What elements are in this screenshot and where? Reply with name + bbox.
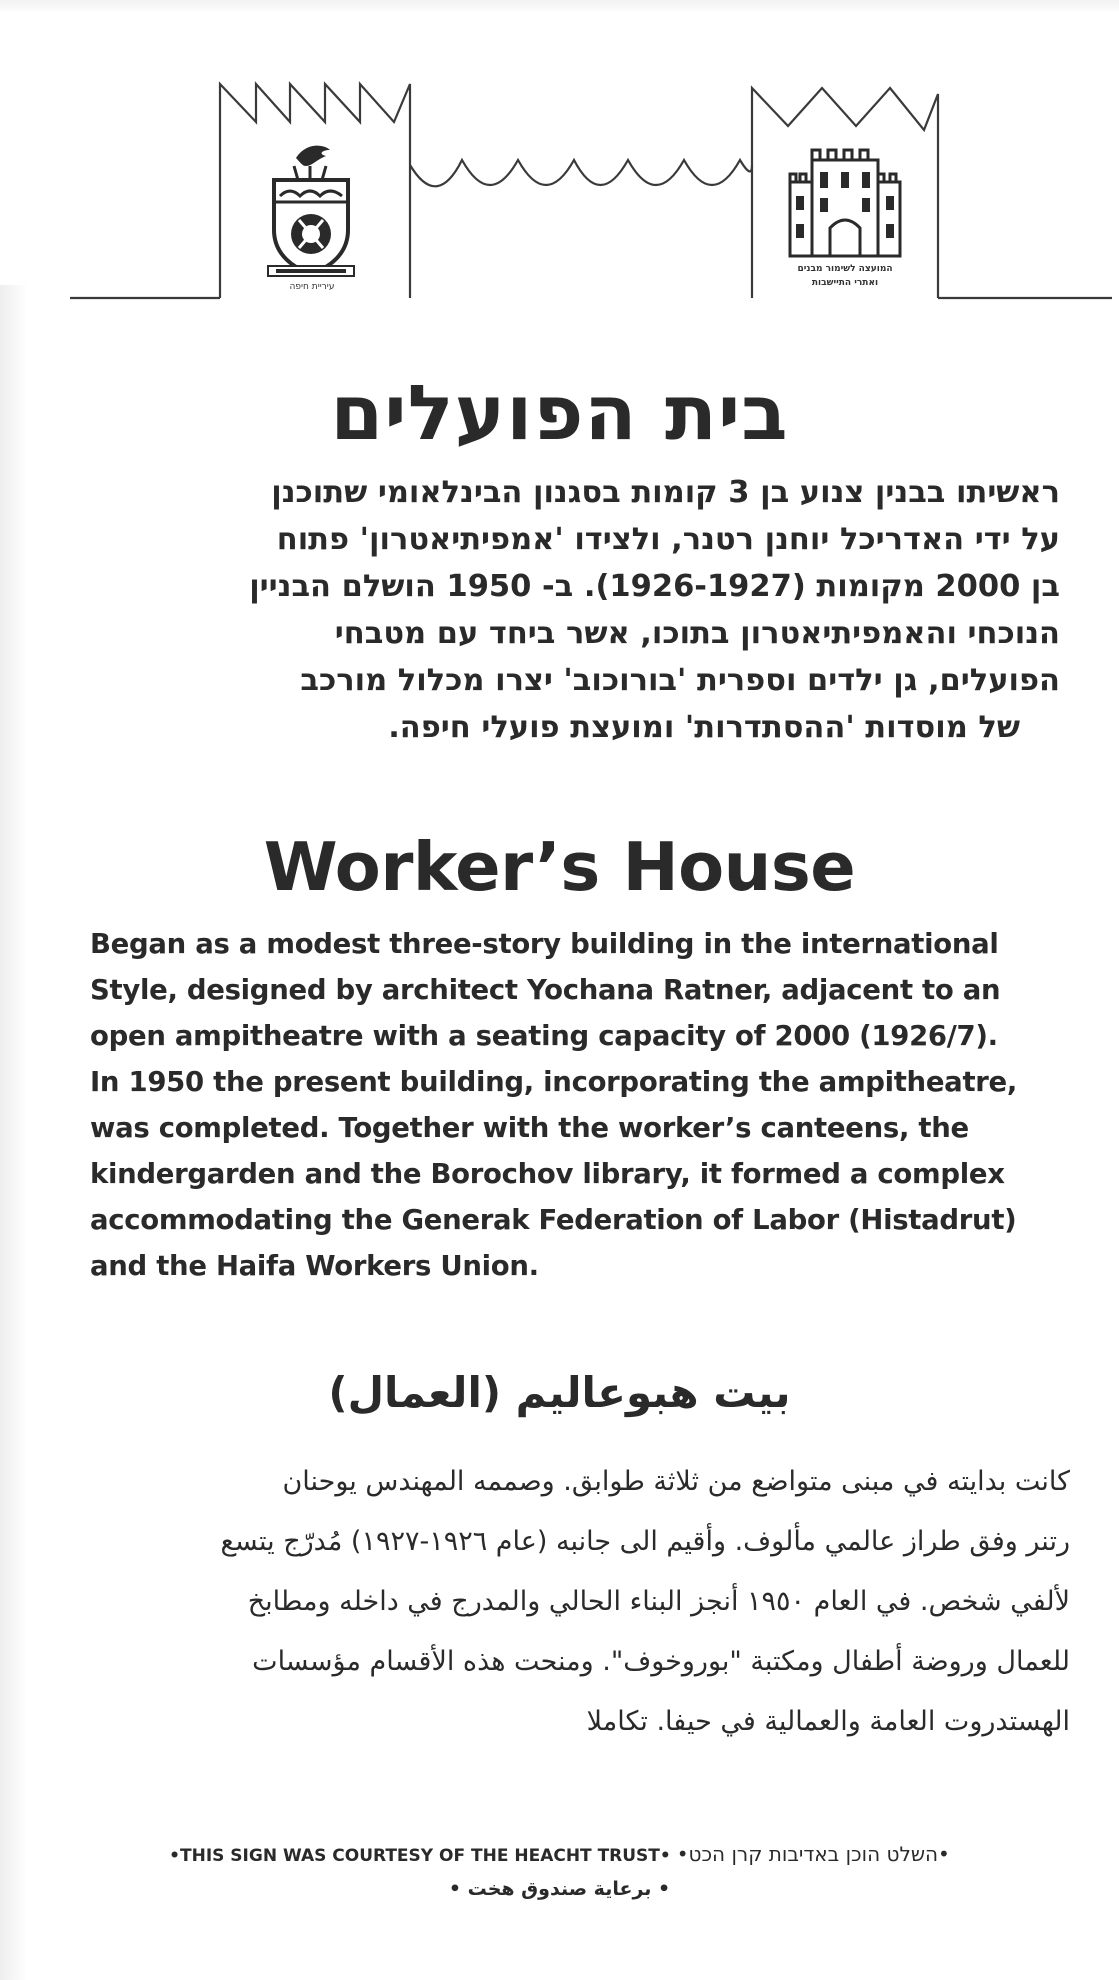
footer-courtesy-hebrew: •השלט הוכן באדיבות קרן הכט• <box>676 1842 950 1866</box>
english-line-5: was completed. Together with the worker’s canteens, the <box>90 1112 969 1144</box>
hebrew-line-2: על ידי האדריכל יוחנן רטנר, ולצידו 'אמפיתיאטרון' פתוח <box>276 522 1060 557</box>
haifa-coat-of-arms-icon <box>266 140 356 280</box>
arabic-title: بيت هبوعاليم (العمال) <box>328 1368 791 1417</box>
hebrew-line-1: ראשיתו בבנין צנוע בן 3 קומות בסגנון הבינלאומי שתוכנן <box>271 475 1060 510</box>
english-line-8: and the Haifa Workers Union. <box>90 1250 539 1282</box>
hebrew-line-6: של מוסדות 'ההסתדרות' ומועצת פועלי חיפה. <box>388 710 1020 745</box>
english-line-2: Style, designed by architect Yochana Ratner, adjacent to an <box>90 974 1001 1006</box>
footer-courtesy-line <box>0 1842 1119 1866</box>
arabic-line-2: رتنر وفق طراز عالمي مألوف. وأقيم الى جانبه (عام ١٩٢٦-١٩٢٧) مُدرّج يتسع <box>220 1526 1070 1557</box>
english-line-4: In 1950 the present building, incorporating the ampitheatre, <box>90 1066 1018 1098</box>
preservation-building-icon <box>786 142 904 260</box>
arabic-line-1: كانت بدايته في مبنى متواضع من ثلاثة طوابق. وصممه المهندس يوحنان <box>282 1466 1070 1497</box>
hebrew-line-3: בן 2000 מקומות (1926-1927). ב- 1950 הושלם הבניין <box>249 569 1060 604</box>
arabic-line-4: للعمال وروضة أطفال ومكتبة "بوروخوف". ومنحت هذه الأقسام مؤسسات <box>252 1646 1070 1677</box>
decorative-header-frame <box>0 0 1119 310</box>
hebrew-line-5: הפועלים, גן ילדים וספרית 'בורוכוב' יצרו מכלול מורכב <box>300 663 1060 698</box>
scan-left-edge <box>0 285 28 1980</box>
hebrew-title: בית הפועלים <box>330 368 789 457</box>
left-emblem-caption: עיריית חיפה <box>289 282 335 292</box>
english-line-7: accommodating the Generak Federation of Labor (Histadrut) <box>90 1204 1017 1236</box>
footer-courtesy-english: •THIS SIGN WAS COURTESY OF THE HEACHT TRUST• <box>169 1846 671 1866</box>
arabic-line-5: الهستدروت العامة والعمالية في حيفا. تكاملا <box>586 1706 1070 1737</box>
english-line-3: open ampitheatre with a seating capacity of 2000 (1926/7). <box>90 1020 998 1052</box>
arabic-line-3: لألفي شخص. في العام ١٩٥٠ أنجز البناء الحالي والمدرج في داخله ومطابخ <box>247 1586 1070 1617</box>
english-line-6: kindergarden and the Borochov library, it formed a complex <box>90 1158 1005 1190</box>
right-emblem-caption-2: ואתרי התיישבות <box>811 278 879 288</box>
hebrew-line-4: הנוכחי והאמפיתיאטרון בתוכו, אשר ביחד עם מטבחי <box>334 616 1060 651</box>
right-emblem-caption-1: המועצה לשימור מבנים <box>797 264 893 274</box>
footer-courtesy-arabic: • برعاية صندوق هخت • <box>448 1878 671 1900</box>
english-line-1: Began as a modest three-story building in the international <box>90 928 999 960</box>
english-title: Worker’s House <box>263 828 856 906</box>
